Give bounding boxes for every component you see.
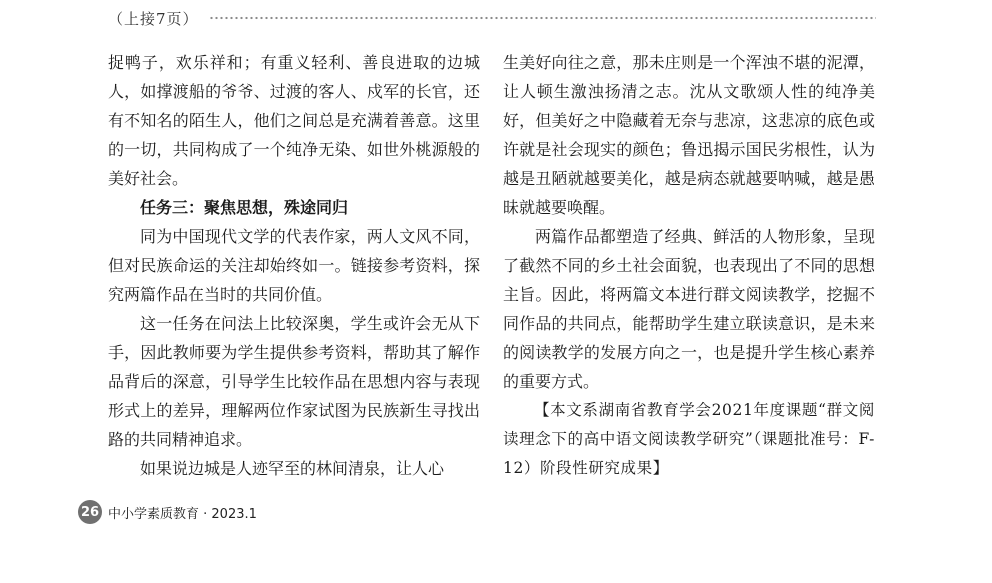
body-paragraph: 这一任务在问法上比较深奥，学生或许会无从下手，因此教师要为学生提供参考资料，帮助其了解作品背后的深意，引导学生比较作品在思想内容与表现形式上的差异，理解两位作家试图为民族新生寻找出路的共同精神追求。 [108,314,480,449]
journal-name: 中小学素质教育 · 2023.1 [108,506,257,522]
body-paragraph-continues: 如果说边城是人迹罕至的林间清泉，让人心 [140,459,445,478]
page-number-badge: 26 [78,500,102,524]
page-header [108,6,876,30]
right-column [503,48,875,483]
continued-from-label: （上接7页） [108,9,199,28]
task-paragraph: 同为中国现代文学的代表作家，两人文风不同，但对民族命运的关注却始终如一。链接参考资料，探究两篇作品在当时的共同价值。 [108,227,480,304]
conclusion-paragraph: 两篇作品都塑造了经典、鲜活的人物形象，呈现了截然不同的乡土社会面貌，也表现出了不同的思想主旨。因此，将两篇文本进行群文阅读教学，挖掘不同作品的共同点，能帮助学生建立联读意识，是未来的阅读教学的发展方向之一，也是提升学生核心素养的重要方式。 [503,227,875,391]
paragraph-continued: 捉鸭子，欢乐祥和；有重义轻利、善良进取的边城人，如撑渡船的爷爷、过渡的客人、戍军的长官，还有不知名的陌生人，他们之间总是充满着善意。这里的一切，共同构成了一个纯净无染、如世外桃源般的美好社会。 [108,53,480,188]
left-column [108,48,480,483]
dotted-rule [209,15,876,21]
section-heading: 任务三：聚焦思想，殊途同归 [140,198,349,217]
page-footer [78,500,257,524]
funding-note: 【本文系湖南省教育学会2021年度课题“群文阅读理念下的高中语文阅读教学研究”（课题批准号：F-12）阶段性研究成果】 [503,401,875,477]
paragraph-continued: 生美好向往之意，那未庄则是一个浑浊不堪的泥潭，让人顿生激浊扬清之志。沈从文歌颂人性的纯净美好，但美好之中隐藏着无奈与悲凉，这悲凉的底色或许就是社会现实的颜色；鲁迅揭示国民劣根性，认为越是丑陋就越要美化，越是病态就越要呐喊，越是愚昧就越要唤醒。 [503,53,875,217]
